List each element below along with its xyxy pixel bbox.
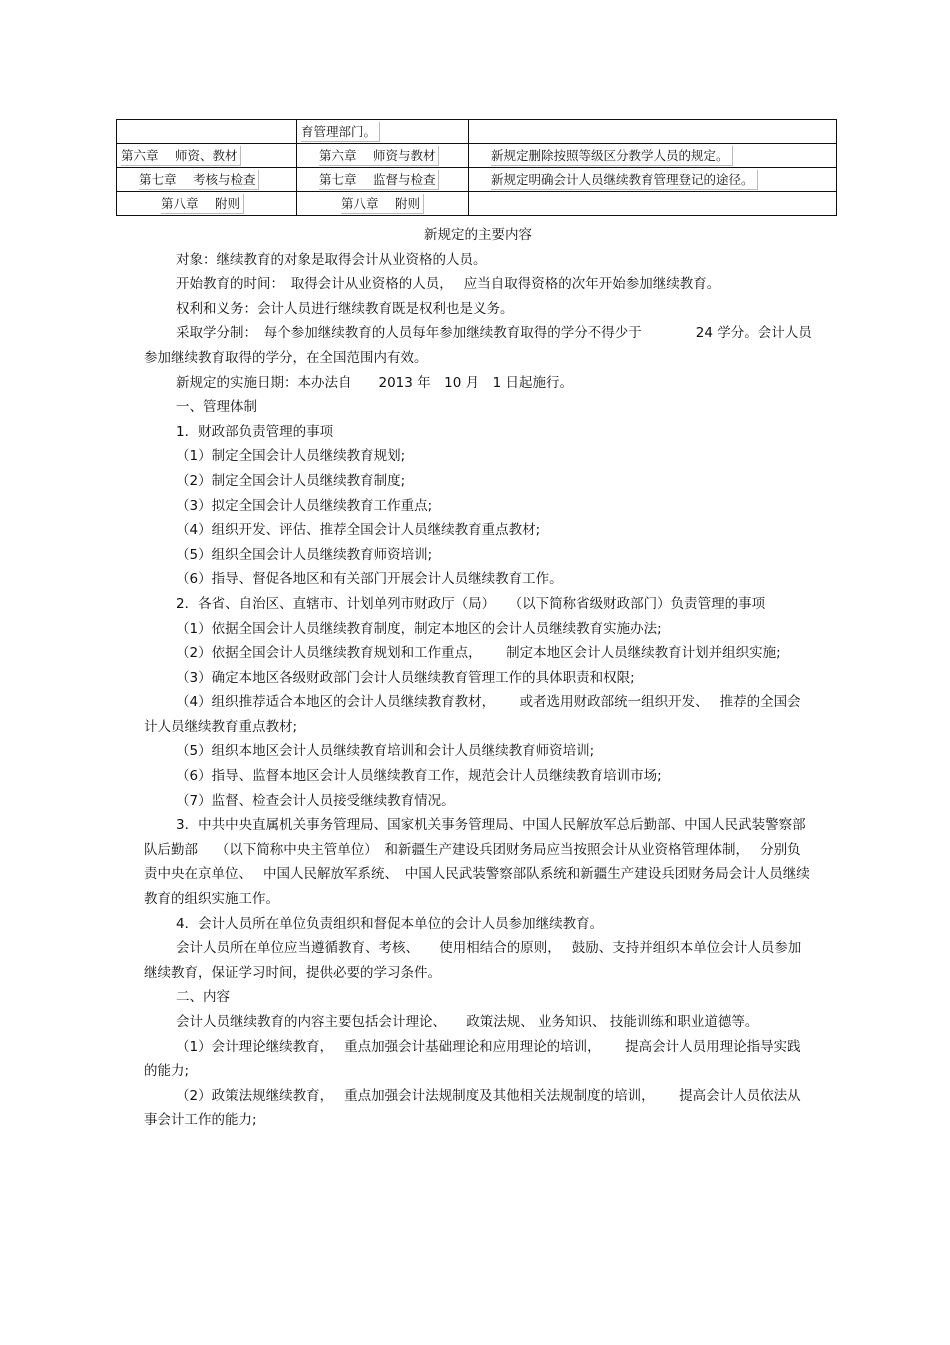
table-cell-old-chapter: [117, 144, 297, 168]
table-cell-note: [469, 192, 837, 216]
paragraph: （5）组织全国会计人员继续教育师资培训;: [176, 546, 433, 563]
comparison-table: [116, 119, 837, 216]
paragraph: 权利和义务：会计人员进行继续教育既是权利也是义务。: [176, 300, 514, 317]
cell-text: 第八章 附则: [341, 194, 424, 214]
paragraph: 会计人员继续教育的内容主要包括会计理论、 政策法规、 业务知识、 技能训练和职业道德等。: [176, 1014, 759, 1030]
table-cell-new-chapter: [297, 168, 469, 192]
paragraph: （7）监督、检查会计人员接受继续教育情况。: [176, 792, 455, 809]
table-row: [117, 192, 837, 216]
paragraph: 开始教育的时间： 取得会计从业资格的人员， 应当自取得资格的次年开始参加继续教育。: [176, 276, 721, 293]
cell-text: 第七章 监督与检查: [319, 170, 439, 190]
table-row: [117, 144, 837, 168]
paragraph: （2）政策法规继续教育， 重点加强会计法规制度及其他相关法规制度的培训， 提高会计人员依法从事会计工作的能力;: [144, 1087, 801, 1129]
paragraph: （2）制定全国会计人员继续教育制度;: [176, 472, 406, 489]
paragraph: （4）组织推荐适合本地区的会计人员继续教育教材， 或者选用财政部统一组织开发、 推荐的全国会计人员继续教育重点教材;: [144, 694, 801, 735]
table-cell-old-chapter: [117, 192, 297, 216]
paragraph: （4）组织开发、评估、推荐全国会计人员继续教育重点教材;: [176, 522, 541, 539]
table-row: [117, 120, 837, 144]
paragraph: （5）组织本地区会计人员继续教育培训和会计人员继续教育师资培训;: [176, 743, 595, 760]
paragraph: （6）指导、督促各地区和有关部门开展会计人员继续教育工作。: [176, 571, 563, 588]
cell-text: 第八章 附则: [161, 194, 244, 214]
table-cell-new-chapter: [297, 120, 469, 144]
cell-text: 第六章 师资与教材: [319, 146, 439, 166]
cell-text: 第七章 考核与检查: [139, 170, 259, 190]
cell-text: 第六章 师资、教材: [121, 146, 241, 166]
paragraph-list: [144, 248, 812, 1133]
paragraph: （1）制定全国会计人员继续教育规划;: [176, 448, 406, 465]
cell-text: 新规定删除按照等级区分教学人员的规定。: [491, 146, 733, 166]
document-body: [144, 223, 812, 1133]
table-cell-new-chapter: [297, 192, 469, 216]
paragraph: 4．会计人员所在单位负责组织和督促本单位的会计人员参加继续教育。: [176, 915, 604, 932]
cell-text: 育管理部门。: [301, 122, 380, 142]
table-cell-note: [469, 168, 837, 192]
paragraph: 采取学分制： 每个参加继续教育的人员每年参加继续教育取得的学分不得少于 24 学分。会计人员参加继续教育取得的学分，在全国范围内有效。: [144, 325, 812, 366]
paragraph: 新规定的实施日期：本办法自 2013 年 10 月 1 日起施行。: [176, 374, 573, 391]
paragraph: （1）依据全国会计人员继续教育制度，制定本地区的会计人员继续教育实施办法;: [176, 620, 662, 637]
paragraph: 1．财政部负责管理的事项: [176, 423, 334, 440]
section-title: 新规定的主要内容: [424, 227, 532, 243]
paragraph: （1）会计理论继续教育， 重点加强会计基础理论和应用理论的培训， 提高会计人员用理论指导实践的能力;: [144, 1038, 801, 1080]
paragraph: （3）确定本地区各级财政部门会计人员继续教育管理工作的具体职责和权限;: [176, 669, 635, 686]
table-cell-note: [469, 120, 837, 144]
paragraph: 二、内容: [176, 989, 230, 1006]
cell-text: 新规定明确会计人员继续教育管理登记的途径。: [491, 170, 758, 190]
paragraph: 对象：继续教育的对象是取得会计从业资格的人员。: [176, 251, 487, 268]
paragraph: （3）拟定全国会计人员继续教育工作重点;: [176, 497, 433, 514]
table-cell-old-chapter: [117, 120, 297, 144]
table-row: [117, 168, 837, 192]
table-cell-new-chapter: [297, 144, 469, 168]
paragraph: 一、管理体制: [176, 399, 257, 416]
paragraph: 会计人员所在单位应当遵循教育、考核、 使用相结合的原则， 鼓励、支持并组织本单位会计人员参加继续教育，保证学习时间，提供必要的学习条件。: [144, 940, 802, 981]
paragraph: 2．各省、自治区、直辖市、计划单列市财政厅（局） （以下简称省级财政部门）负责管理的事项: [176, 595, 766, 612]
paragraph: 3．中共中央直属机关事务管理局、国家机关事务管理局、中国人民解放军总后勤部、中国人民武装警察部队后勤部 （以下简称中央主管单位） 和新疆生产建设兵团财务局应当按照会计从业资格管理体制， 分别负责中央在京单位、 中国人民解放军系统、 中国人民武装警察部队系统和新疆生产建设兵团财务局会计人员继续教育的组织实施工作。: [144, 817, 810, 908]
table-cell-note: [469, 144, 837, 168]
paragraph: （6）指导、监督本地区会计人员继续教育工作，规范会计人员继续教育培训市场;: [176, 768, 662, 785]
table-cell-old-chapter: [117, 168, 297, 192]
paragraph: （2）依据全国会计人员继续教育规划和工作重点， 制定本地区会计人员继续教育计划并组织实施;: [176, 645, 781, 662]
